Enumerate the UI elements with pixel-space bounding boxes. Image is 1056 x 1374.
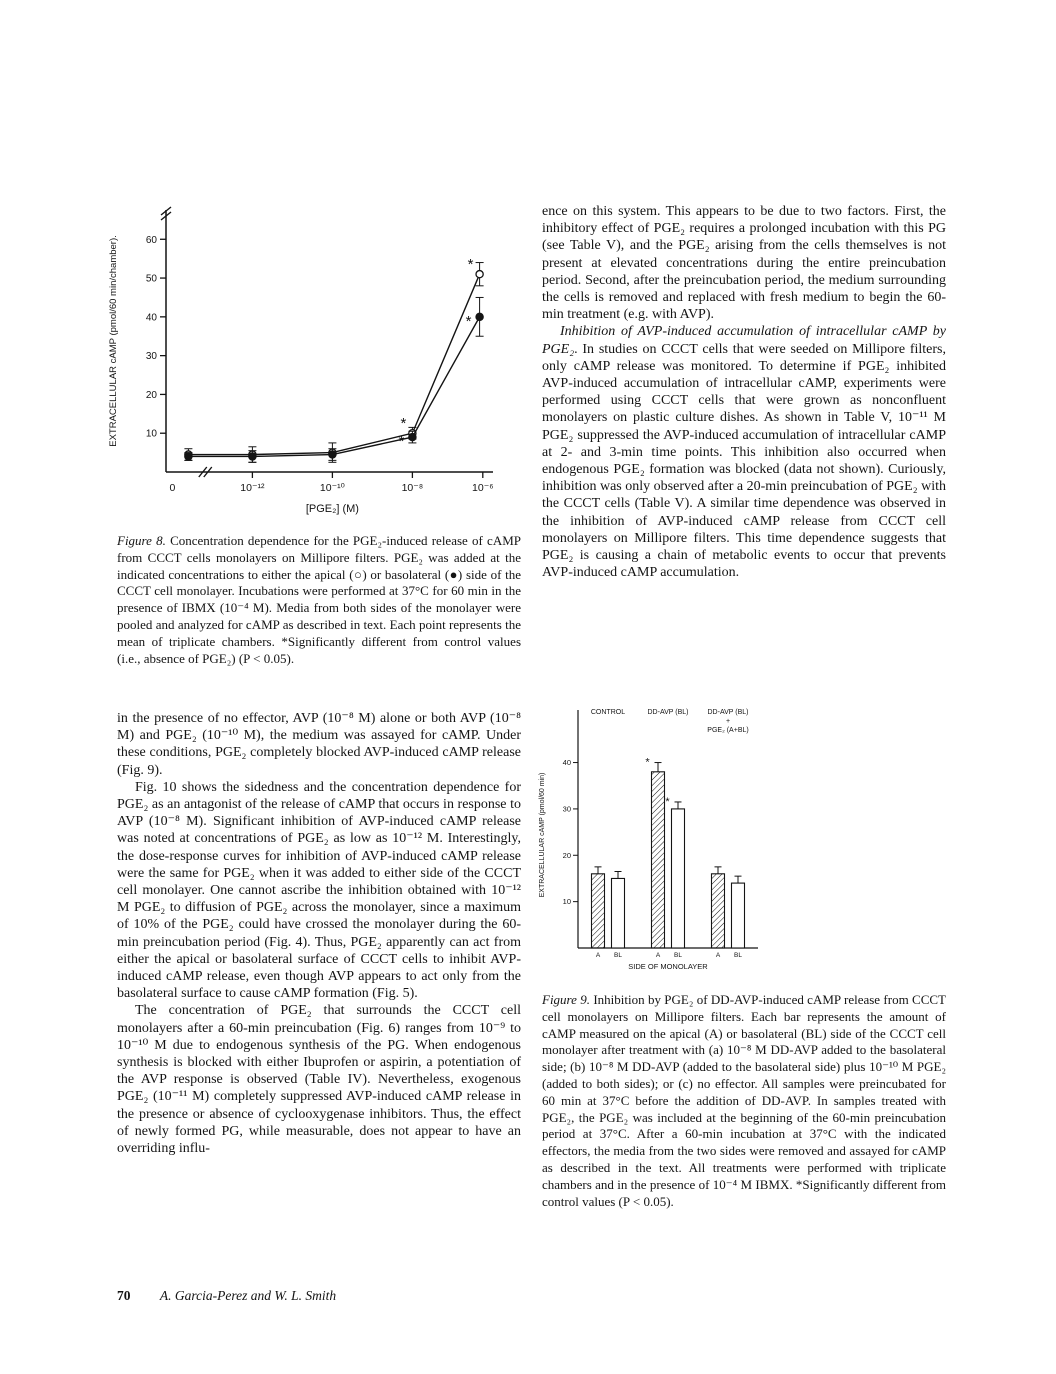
figure8-caption-label: Figure 8. <box>117 533 166 548</box>
body-paragraph: ence on this system. This appears to be due to two factors. First, the inhibitory effect of PGE₂ requires a prolonged incubation with this PG (see Table V), and the PGE₂ arising from the cells themselves is not present at elevated concentrations during the entire preincubation period. Second, after the preincubation period, the medium surrounding the cells is removed and replaced with fresh medium to begin the 60-min treatment (e.g. with AVP). <box>542 204 946 323</box>
svg-text:50: 50 <box>145 273 157 285</box>
body-paragraph: The concentration of PGE₂ that surrounds the CCCT cell monolayers after a 60-min preincubation (Fig. 6) ranges from 10⁻⁹ to 10⁻¹⁰ M due to endogenous synthesis of the PG. When endogenous synthesis is blocked with either Ibuprofen or aspirin, a potentiation of the AVP response is observed (Table IV). Nevertheless, exogenous PGE₂ (10⁻¹¹ M) completely suppressed AVP-induced cAMP release in the presence or absence of cyclooxygenase inhibitors. Thus, the effect of newly formed PG, while measurable, does not appear to have an overriding influ- <box>117 1003 521 1157</box>
svg-text:A: A <box>655 952 661 959</box>
figure9-caption-text: Inhibition by PGE₂ of DD-AVP-induced cAMP release from CCCT cell monolayers on Millipore filters. Each bar represents the amount of cAMP measured on the apical (A) or basolateral (BL) side of the CCCT cell monolayer after treatment with (a) 10⁻⁸ M DD-AVP added to the basolateral side; (b) 10⁻⁸ M DD-AVP (added to the basolateral side) plus 10⁻¹⁰ M PGE₂ (added to both sides); or (c) no effector. All samples were preincubated for 60 min at 37°C before the addition of DD-AVP. In samples treated with PGE₂, the PGE₂ was included at the beginning of the 60-min preincubation period at 37°C. After a 60-min incubation at 37°C with the indicated effectors, the media from the two sides were removed and assayed for cAMP as described in the text. All treatments were performed with triplicate chambers and in the presence of 10⁻⁴ M IBMX. *Significantly different from control values (P < 0.05). <box>542 992 946 1209</box>
svg-text:*: * <box>665 795 670 808</box>
svg-text:10: 10 <box>145 428 157 440</box>
right-column <box>542 203 946 581</box>
svg-text:*: * <box>467 256 474 274</box>
svg-text:10⁻¹²: 10⁻¹² <box>240 482 265 494</box>
figure9-caption <box>542 992 946 1210</box>
body-paragraph: Fig. 10 shows the sidedness and the concentration dependence for PGE₂ as an antagonist of the release of cAMP that occurs in response to AVP (10⁻⁸ M). Significant inhibition of AVP-induced cAMP release was noted at concentrations of PGE₂ as low as 10⁻¹² M. Interestingly, the dose-response curves for inhibition of AVP-induced cAMP release were the same for PGE₂ when it was added to either side of the CCCT cell monolayer. One cannot ascribe the inhibition obtained with 10⁻¹² M PGE₂ to diffusion of PGE₂ across the monolayer, since a maximum of 10% of the PGE₂ could have crossed the monolayer during the 60-min preincubation period (Fig. 4). Thus, PGE₂ apparently can act from either the apical or basolateral surface of CCCT cells to inhibit AVP-induced cAMP release, even though AVP appears to act only from the basolateral surface to cause cAMP formation (Fig. 5). <box>117 779 521 1002</box>
svg-text:DD-AVP (BL): DD-AVP (BL) <box>707 709 749 716</box>
svg-text:EXTRACELLULAR cAMP (pmol/60: EXTRACELLULAR cAMP (pmol/60 min/chamber). <box>108 235 119 447</box>
svg-text:A: A <box>595 952 601 959</box>
svg-text:10⁻⁸: 10⁻⁸ <box>401 482 424 494</box>
svg-text:BL: BL <box>734 952 742 959</box>
svg-text:A: A <box>715 952 721 959</box>
figure8-caption-text: Concentration dependence for the PGE₂-induced release of cAMP from CCCT cells monolayers on Millipore filters. PGE₂ was added at the indicated concentrations to either the apical (○) or basolateral (●) side of the CCCT cell monolayer. Incubations were performed at 37°C for 60 min in the presence of IBMX (10⁻⁴ M). Media from both sides of the monolayer were pooled and analyzed for cAMP as described in text. Each point represents the mean of triplicate chambers. *Significantly different from control values (i.e., absence of PGE₂) (P < 0.05). <box>117 533 521 666</box>
figure8-caption <box>117 533 521 667</box>
svg-text:60: 60 <box>145 234 157 246</box>
svg-text:30: 30 <box>562 804 571 814</box>
svg-text:[PGE₂] (M): [PGE₂] (M) <box>305 503 359 515</box>
svg-text:20: 20 <box>145 389 157 401</box>
svg-text:PGE₂ (A+BL): PGE₂ (A+BL) <box>707 727 749 734</box>
figure9-caption-label: Figure 9. <box>542 992 590 1007</box>
svg-text:30: 30 <box>145 351 157 363</box>
svg-text:40: 40 <box>145 312 157 324</box>
svg-text:10: 10 <box>562 897 571 907</box>
svg-text:SIDE OF MONOLAYER: SIDE OF MONOLAYER <box>628 962 708 971</box>
svg-text:EXTRACELLULAR cAMP (pmol/60: EXTRACELLULAR cAMP (pmol/60 min) <box>539 772 546 898</box>
figure9-bar-chart <box>530 698 765 998</box>
body-paragraph: in the presence of no effector, AVP (10⁻⁸ M) alone or both AVP (10⁻⁸ M) and PGE₂ (10⁻¹⁰ M), the medium was assayed for cAMP. Under these conditions, PGE₂ completely blocked AVP-induced cAMP release (Fig. 9). <box>117 711 521 778</box>
page-footer <box>117 1288 336 1304</box>
svg-text:DD-AVP (BL): DD-AVP (BL) <box>647 709 689 716</box>
svg-text:40: 40 <box>562 758 571 768</box>
svg-text:CONTROL: CONTROL <box>590 709 626 716</box>
svg-text:0: 0 <box>169 482 176 494</box>
figure9-chart-area <box>530 698 765 998</box>
body-paragraph <box>542 323 946 581</box>
svg-text:20: 20 <box>562 850 571 860</box>
svg-text:*: * <box>400 415 407 433</box>
svg-text:10⁻⁶: 10⁻⁶ <box>472 482 494 494</box>
body-paragraph-text: . In studies on CCCT cells that were seeded on Millipore filters, only cAMP release was monitored. To determine if PGE₂ inhibited AVP-induced accumulation of intracellular cAMP, experiments were performed using CCCT cells that were grown as nonconfluent monolayers on plastic culture dishes. As shown in Table V, 10⁻¹¹ M PGE₂ suppressed the AVP-induced accumulation of intracellular cAMP at 2- and 3-min time points. This inhibition also occurred when endogenous PGE₂ formation was blocked (data not shown). Curiously, inhibition was only observed after a 20-min preincubation of PGE₂ with the CCCT cells (Table V). A similar time dependence was observed in the inhibition of AVP-induced cAMP release from CCCT cell monolayers on Millipore filters. This time dependence suggests that PGE₂ is causing a chain of metabolic events to occur that prevents AVP-induced cAMP accumulation. <box>542 341 946 581</box>
page-number: 70 <box>117 1288 131 1303</box>
svg-text:+: + <box>725 718 731 725</box>
figure8-line-chart <box>100 196 500 526</box>
figure8-chart-area <box>100 196 500 526</box>
svg-text:BL: BL <box>674 952 682 959</box>
running-authors: A. Garcia-Perez and W. L. Smith <box>159 1288 337 1303</box>
svg-text:*: * <box>465 312 472 330</box>
svg-text:10⁻¹⁰: 10⁻¹⁰ <box>319 482 345 494</box>
svg-text:BL: BL <box>614 952 622 959</box>
svg-text:*: * <box>398 433 405 451</box>
svg-text:*: * <box>645 756 650 769</box>
left-column <box>117 710 521 1157</box>
section-heading-inline: Inhibition of AVP-induced accumulation of intracellular cAMP by PGE₂ <box>542 324 946 357</box>
